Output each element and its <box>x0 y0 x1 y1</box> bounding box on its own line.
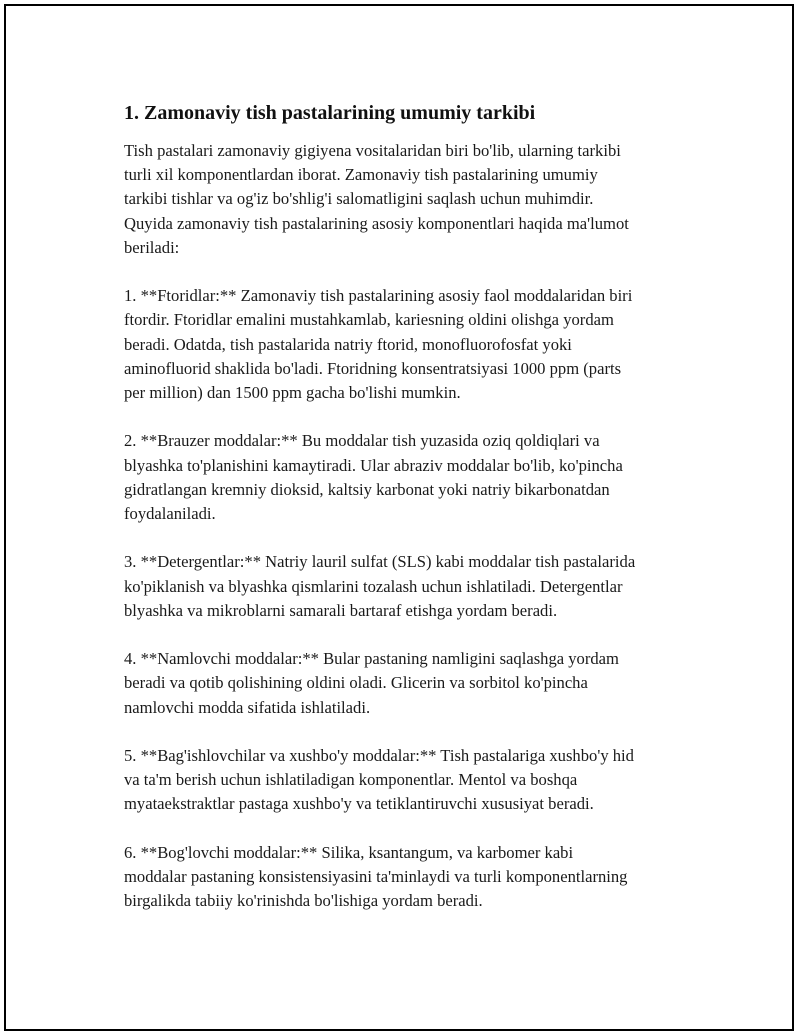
paragraph-detergentlar: 3. **Detergentlar:** Natriy lauril sulfat (SLS) kabi moddalar tish pastalarida ko'piklanish va blyashka qismlarini tozalash uchun ishlatiladi. Detergentlar blyashka va mikroblarni samarali bartaraf etishga yordam beradi. <box>124 552 636 620</box>
document-body <box>124 100 704 938</box>
paragraph-boglovchi-moddalar: 6. **Bog'lovchi moddalar:** Silika, ksantangum, va karbomer kabi moddalar pastaning konsistensiyasini ta'minlaydi va turli komponentlarning birgalikda tabiiy ko'rinishda bo'lishiga yordam beradi. <box>124 842 628 911</box>
intro-paragraph: Tish pastalari zamonaviy gigiyena vositalaridan biri bo'lib, ularning tarkibi turli xil komponentlardan iborat. Zamonaviy tish pastalarining umumiy tarkibi tishlar va og'iz bo'shlig'i salomatligini saqlash uchun muhimdir. Quyida zamonaviy tish pastalarining asosiy komponentlari haqida ma'lumot beriladi: <box>124 141 629 257</box>
paragraph-namlovchi-moddalar: 4. **Namlovchi moddalar:** Bular pastaning namligini saqlashga yordam beradi va qotib qolishining oldini oladi. Glicerin va sorbitol ko'pincha namlovchi modda sifatida ishlatiladi. <box>124 649 619 717</box>
paragraph-brauzer-moddalar: 2. **Brauzer moddalar:** Bu moddalar tish yuzasida oziq qoldiqlari va blyashka to'planishini kamaytiradi. Ular abraziv moddalar bo'lib, ko'pincha gidratlangan kremniy dioksid, kaltsiy karbonat yoki natriy bikarbonatdan foydalaniladi. <box>124 431 623 524</box>
section-heading: 1. Zamonaviy tish pastalarining umumiy tarkibi <box>124 102 536 124</box>
page-frame <box>4 4 794 1031</box>
paragraph-xushboy-moddalar: 5. **Bag'ishlovchilar va xushbo'y moddalar:** Tish pastalariga xushbo'y hid va ta'm berish uchun ishlatiladigan komponentlar. Mentol va boshqa myataekstraktlar pastaga xushbo'y va tetiklantiruvchi xususiyat beradi. <box>124 746 634 814</box>
paragraph-ftoridlar: 1. **Ftoridlar:** Zamonaviy tish pastalarining asosiy faol moddalaridan biri ftordir. Ftoridlar emalini mustahkamlab, kariesning oldini olishga yordam beradi. Odatda, tish pastalarida natriy ftorid, monofluorofosfat yoki aminofluorid shaklida bo'ladi. Ftoridning konsentratsiyasi 1000 ppm (parts per million) dan 1500 ppm gacha bo'lishi mumkin. <box>124 286 633 403</box>
